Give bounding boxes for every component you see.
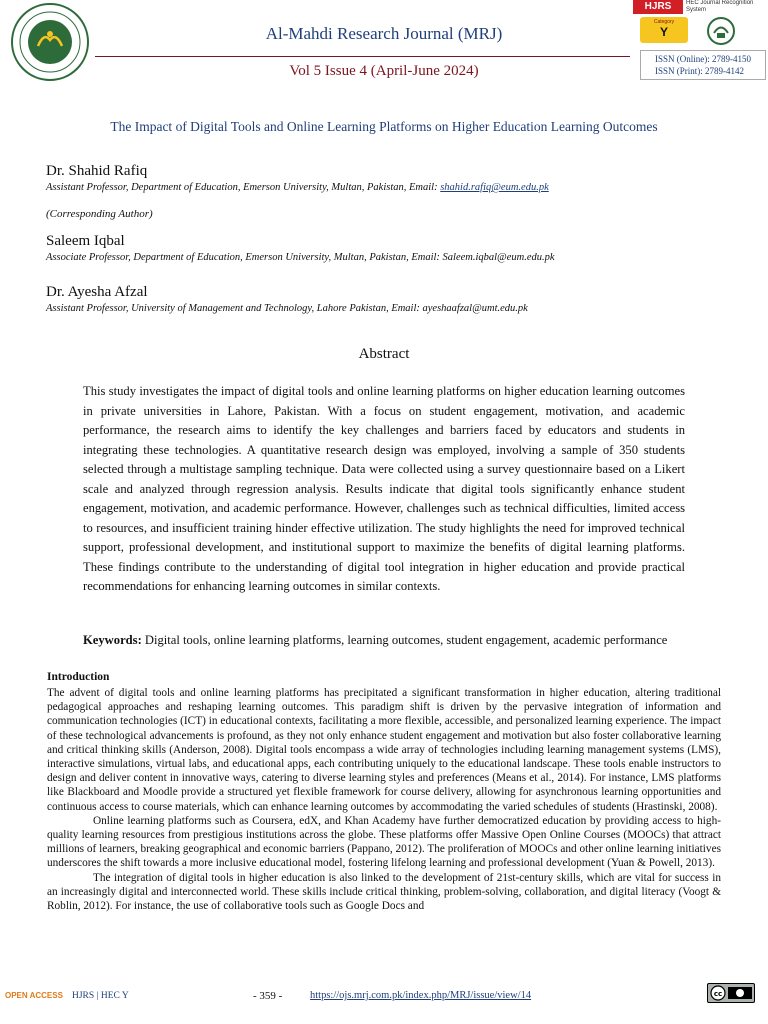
corresponding-author-note: (Corresponding Author) (46, 208, 153, 220)
keywords (83, 631, 685, 650)
author-name-2: Saleem Iqbal (46, 233, 125, 249)
issn-print: ISSN (Print): 2789-4142 (655, 66, 745, 76)
hjrs-badge: HJRS (633, 0, 683, 14)
svg-text:cc: cc (713, 990, 723, 998)
keywords-list: Digital tools, online learning platforms, learning outcomes, student engagement, academic performance (141, 633, 668, 647)
hec-logo-icon (706, 16, 736, 46)
author-name-3: Dr. Ayesha Afzal (46, 284, 148, 300)
author-name-1: Dr. Shahid Rafiq (46, 163, 148, 179)
intro-paragraph-3: The integration of digital tools in higher education is also linked to the development of 21st-century skills, which are vital for success in an increasingly digital and interconnected world. These skills include critical thinking, problem-solving, collaboration, and digital literacy (Voogt & Roblin, 2012). For instance, the use of collaborative tools such as Google Docs and (47, 871, 721, 913)
issn-online: ISSN (Online): 2789-4150 (655, 54, 751, 64)
author-affiliation-3: Assistant Professor, University of Management and Technology, Lahore Pakistan, Email: ayeshaafzal@umt.edu.pk (46, 303, 528, 314)
hjrs-caption: HEC Journal Recognition System (686, 0, 754, 13)
footer-hjrs: HJRS | HEC Y (72, 991, 129, 1001)
category-label: Category (653, 19, 675, 25)
header-divider (95, 56, 630, 57)
abstract-text: This study investigates the impact of digital tools and online learning platforms on higher education learning outcomes in private universities in Lahore, Pakistan. With a focus on student engagement, motivation, and academic performance, the research aims to identify the key challenges and barriers faced by educators and students in integrating these technologies. A quantitative research design was employed, involving a sample of 350 students selected through a multistage sampling technique. Data were collected using a survey questionnaire based on a Likert scale and analyzed through regression analysis. Results indicate that digital tools significantly enhance student engagement, motivation, and academic performance. However, challenges such as technical difficulties, limited access to resources, and insufficient training hinder effective utilization. The study highlights the need for improved technical support, professional development, and institutional support to maximize the benefits of digital learning platforms. These findings contribute to the understanding of digital tool integration in higher education and provide practical recommendations for enhancing learning outcomes in similar contexts. (83, 384, 685, 593)
author-affiliation-1: Assistant Professor, Department of Education, Emerson University, Multan, Pakistan, Email: shahid.rafiq@eum.edu.pk (46, 182, 549, 193)
page-number: - 359 - (253, 990, 283, 1002)
category-badge (640, 17, 688, 43)
author-email-link-1[interactable]: shahid.rafiq@eum.edu.pk (440, 182, 549, 193)
open-access-logo: OPEN ACCESS (5, 991, 63, 1000)
introduction-body (47, 686, 721, 913)
issn-box (640, 50, 766, 80)
paper-title: The Impact of Digital Tools and Online Learning Platforms on Higher Education Learning Outcomes (110, 119, 658, 134)
abstract-heading: Abstract (358, 346, 410, 362)
issue-url-link[interactable]: https://ojs.mrj.com.pk/index.php/MRJ/issue/view/14 (310, 990, 532, 1001)
keywords-label: Keywords: (83, 633, 142, 647)
category-value: Y (659, 25, 668, 39)
journal-title: Al-Mahdi Research Journal (MRJ) (265, 24, 503, 43)
intro-paragraph-1: The advent of digital tools and online learning platforms has precipitated a significant transformation in higher education, altering traditional pedagogical approaches and reshaping learning outcomes. This paradigm shift is driven by the pervasive integration of information and communication technologies (ICT) in educational contexts, facilitating a more flexible, accessible, and personalized learning experience. The impact of these technological advancements is profound, as they not only enhance student engagement and motivation but also foster collaborative learning and critical thinking skills (Anderson, 2008). Digital tools encompass a wide array of technologies including learning management systems (LMS), interactive simulations, virtual labs, and educational apps, each contributing uniquely to the educational landscape. These tools enable instructors to design and deliver content in innovative ways, catering to diverse learning styles and preferences (Means et al., 2014). For instance, LMS platforms like Blackboard and Moodle provide a structured yet flexible framework for course delivery, allowing for asynchronous learning opportunities and continuous access to course materials, which can enhance learning outcomes by accommodating the varied schedules of students (Hrastinski, 2008). (47, 687, 721, 813)
journal-issue: Vol 5 Issue 4 (April-June 2024) (289, 63, 479, 79)
introduction-heading: Introduction (47, 671, 110, 683)
creative-commons-icon (707, 983, 755, 1003)
author-affiliation-2: Associate Professor, Department of Education, Emerson University, Multan, Pakistan, Email: Saleem.iqbal@eum.edu.pk (46, 252, 555, 263)
intro-paragraph-2: Online learning platforms such as Coursera, edX, and Khan Academy have further democratized education by providing access to high-quality learning resources from prestigious institutions across the globe. These platforms offer Massive Open Online Courses (MOOCs) that attract millions of learners, breaking geographical and economic barriers (Pappano, 2012). The proliferation of MOOCs and other online learning initiatives underscores the shift towards a more inclusive educational model, fostering lifelong learning and professional development (Yuan & Powell, 2013). (47, 814, 721, 870)
